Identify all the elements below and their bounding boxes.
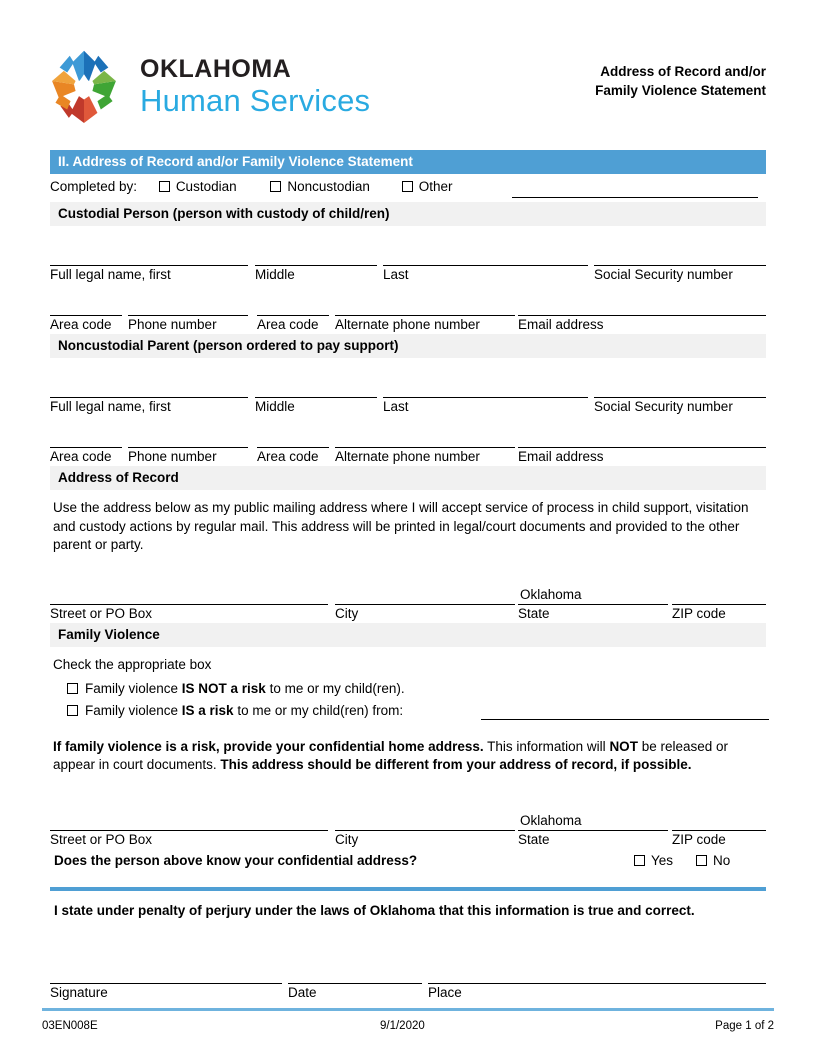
field-custodial-email[interactable] [518, 298, 766, 334]
completed-by-option-custodian[interactable] [159, 179, 241, 194]
section-header-custodial-person: Custodial Person (person with custody of child/ren) [50, 202, 766, 226]
noncustodial-alternate-phone-value[interactable] [335, 430, 515, 447]
document-title-line-2: Family Violence Statement [595, 83, 766, 99]
document-title-line-1: Address of Record and/or [600, 64, 766, 79]
record-state-value[interactable]: Oklahoma [520, 586, 582, 602]
field-custodial-last-name[interactable] [383, 248, 588, 284]
noncustodial-area-code-2-value[interactable] [257, 430, 329, 447]
confidential-city-value[interactable] [335, 813, 515, 830]
noncustodial-area-code-2-caption: Area code [257, 449, 319, 464]
field-custodial-area-code-2[interactable] [257, 298, 329, 334]
confidential-state-caption: State [518, 831, 550, 847]
confidential-notice-bold-3: This address should be different from your address of record, if possible. [220, 757, 692, 773]
checkbox-custodian-icon[interactable] [159, 181, 170, 192]
logo-wordmark [140, 54, 371, 118]
signature-caption: Signature [50, 985, 108, 1001]
noncustodial-ssn-value[interactable] [594, 380, 766, 397]
completed-by-option-other-label: Other [418, 179, 453, 194]
custodial-contact-fields [50, 284, 766, 334]
custodial-middle-name-caption: Middle [255, 267, 295, 282]
noncustodial-phone-number-caption: Phone number [128, 449, 217, 464]
checkbox-answer-no-icon[interactable] [696, 855, 707, 866]
field-confidential-city[interactable] [335, 813, 515, 849]
form-body [50, 150, 766, 1004]
record-city-caption: City [335, 605, 359, 621]
custodial-area-code-1-caption: Area code [50, 317, 112, 332]
date-caption: Date [288, 985, 317, 1001]
custodial-email-caption: Email address [518, 317, 604, 332]
field-custodial-alternate-phone[interactable] [335, 298, 515, 334]
record-zip-value[interactable] [672, 587, 766, 604]
footer-form-number: 03EN008E [42, 1020, 98, 1032]
option-violence-is-a-risk-pre: Family violence [85, 702, 182, 718]
logo-line-oklahoma: OKLAHOMA [140, 54, 292, 83]
violence-risk-from-input[interactable] [481, 719, 769, 720]
date-value[interactable] [288, 966, 422, 983]
answer-no[interactable] [696, 853, 730, 868]
field-custodial-area-code-1[interactable] [50, 298, 122, 334]
confidential-notice-text-2: be released or appear in court documents. [53, 738, 728, 773]
masthead [0, 0, 816, 140]
field-custodial-phone-number[interactable] [128, 298, 248, 334]
custodial-alternate-phone-caption: Alternate phone number [335, 317, 480, 332]
confidential-zip-value[interactable] [672, 813, 766, 830]
field-record-street[interactable] [50, 587, 328, 623]
field-noncustodial-first-name[interactable] [50, 380, 248, 416]
field-record-zip[interactable] [672, 587, 766, 623]
footer-row [42, 1020, 774, 1036]
field-noncustodial-middle-name[interactable] [255, 380, 377, 416]
completed-by-other-input[interactable] [512, 197, 758, 198]
record-street-caption: Street or PO Box [50, 605, 153, 621]
checkbox-other-icon[interactable] [402, 181, 413, 192]
field-confidential-zip[interactable] [672, 813, 766, 849]
field-record-state[interactable] [518, 587, 668, 623]
option-violence-not-a-risk[interactable] [53, 681, 766, 703]
family-violence-options [50, 675, 766, 727]
answer-yes-label: Yes [651, 852, 674, 868]
noncustodial-first-name-value[interactable] [50, 380, 248, 397]
perjury-statement: I state under penalty of perjury under the laws of Oklahoma that this information is true and correct. [54, 902, 695, 918]
confidential-street-value[interactable] [50, 813, 328, 830]
field-noncustodial-email[interactable] [518, 430, 766, 466]
completed-by-option-other[interactable] [402, 179, 453, 194]
oklahoma-human-services-pinwheel-icon [42, 44, 126, 128]
field-custodial-first-name[interactable] [50, 248, 248, 284]
section-header-address-of-record: Address of Record [50, 466, 766, 490]
option-violence-is-a-risk-post: to me or my child(ren) from: [233, 702, 404, 718]
footer-revision-date: 9/1/2020 [380, 1020, 425, 1032]
checkbox-answer-yes-icon[interactable] [634, 855, 645, 866]
custodial-middle-name-value[interactable] [255, 248, 377, 265]
answer-yes[interactable] [634, 853, 673, 868]
confidential-notice-bold-2: NOT [609, 738, 638, 754]
record-zip-caption: ZIP code [672, 605, 726, 621]
custodial-area-code-2-value[interactable] [257, 298, 329, 315]
option-violence-is-a-risk[interactable] [53, 703, 766, 727]
field-place[interactable] [428, 966, 766, 1002]
field-record-city[interactable] [335, 587, 515, 623]
place-value[interactable] [428, 966, 766, 983]
answer-no-label: No [713, 852, 731, 868]
noncustodial-name-fields [50, 358, 766, 416]
custodial-area-code-1-value[interactable] [50, 298, 122, 315]
noncustodial-email-caption: Email address [518, 449, 604, 464]
custodial-email-value[interactable] [518, 298, 766, 315]
checkbox-violence-not-a-risk-icon[interactable] [67, 683, 78, 694]
custodial-name-fields [50, 226, 766, 284]
field-noncustodial-area-code-2[interactable] [257, 430, 329, 466]
confidential-address-notice [50, 727, 760, 775]
noncustodial-area-code-1-value[interactable] [50, 430, 122, 447]
noncustodial-ssn-caption: Social Security number [594, 399, 733, 414]
field-noncustodial-phone-number[interactable] [128, 430, 248, 466]
confidential-address-question-row [50, 849, 766, 873]
noncustodial-phone-number-value[interactable] [128, 430, 248, 447]
section-header-family-violence: Family Violence [50, 623, 766, 647]
field-confidential-state[interactable] [518, 813, 668, 849]
completed-by-option-custodian-label: Custodian [175, 179, 237, 194]
noncustodial-first-name-caption: Full legal name, first [50, 399, 171, 414]
place-caption: Place [428, 985, 462, 1001]
checkbox-violence-is-a-risk-icon[interactable] [67, 705, 78, 716]
noncustodial-alternate-phone-caption: Alternate phone number [335, 449, 480, 464]
field-noncustodial-area-code-1[interactable] [50, 430, 122, 466]
confidential-state-value[interactable]: Oklahoma [520, 812, 582, 828]
field-noncustodial-alternate-phone[interactable] [335, 430, 515, 466]
custodial-first-name-caption: Full legal name, first [50, 267, 171, 282]
noncustodial-middle-name-caption: Middle [255, 399, 295, 414]
field-confidential-street[interactable] [50, 813, 328, 849]
family-violence-instruction: Check the appropriate box [53, 656, 212, 672]
noncustodial-middle-name-value[interactable] [255, 380, 377, 397]
option-violence-not-a-risk-emphasis: IS NOT a risk [181, 680, 266, 696]
field-noncustodial-last-name[interactable] [383, 380, 588, 416]
footer-divider [42, 1008, 774, 1011]
signature-value[interactable] [50, 966, 282, 983]
custodial-ssn-value[interactable] [594, 248, 766, 265]
field-date[interactable] [288, 966, 422, 1002]
custodial-phone-number-value[interactable] [128, 298, 248, 315]
confidential-address-fields [50, 795, 766, 849]
noncustodial-email-value[interactable] [518, 430, 766, 447]
logo-line-human-services: Human Services [140, 82, 371, 118]
confidential-address-question: Does the person above know your confidential address? [54, 852, 418, 868]
field-noncustodial-ssn[interactable] [594, 380, 766, 416]
record-city-value[interactable] [335, 587, 515, 604]
completed-by-option-noncustodian-label: Noncustodian [287, 179, 370, 194]
confidential-notice-text-1: This information will [483, 738, 610, 754]
custodial-area-code-2-caption: Area code [257, 317, 319, 332]
completed-by-row [50, 174, 766, 202]
confidential-zip-caption: ZIP code [672, 831, 726, 847]
agency-logo [42, 44, 370, 128]
section-header-noncustodial-parent: Noncustodial Parent (person ordered to pay support) [50, 334, 766, 358]
completed-by-label: Completed by: [50, 179, 138, 194]
option-violence-not-a-risk-post: to me or my child(ren). [265, 680, 405, 696]
completed-by-option-noncustodian[interactable] [270, 179, 373, 194]
custodial-first-name-value[interactable] [50, 248, 248, 265]
confidential-city-caption: City [335, 831, 359, 847]
field-custodial-ssn[interactable] [594, 248, 766, 284]
custodial-ssn-caption: Social Security number [594, 267, 733, 282]
address-of-record-fields [50, 569, 766, 623]
document-title [595, 62, 766, 100]
noncustodial-last-name-value[interactable] [383, 380, 588, 397]
checkbox-noncustodian-icon[interactable] [270, 181, 281, 192]
page-footer [42, 1008, 774, 1036]
custodial-last-name-caption: Last [383, 267, 409, 282]
custodial-phone-number-caption: Phone number [128, 317, 217, 332]
custodial-alternate-phone-value[interactable] [335, 298, 515, 315]
confidential-street-caption: Street or PO Box [50, 831, 153, 847]
record-street-value[interactable] [50, 587, 328, 604]
noncustodial-last-name-caption: Last [383, 399, 409, 414]
option-violence-is-a-risk-emphasis: IS a risk [181, 702, 234, 718]
footer-page-label: Page 1 of 2 [715, 1020, 774, 1032]
section-banner-address-of-record: II. Address of Record and/or Family Violence Statement [50, 150, 766, 174]
record-state-caption: State [518, 605, 550, 621]
option-violence-not-a-risk-pre: Family violence [85, 680, 182, 696]
noncustodial-contact-fields [50, 416, 766, 466]
address-of-record-paragraph: Use the address below as my public mailing address where I will accept service of process in child support, visitation and custody actions by regular mail. This address will be printed in legal/court documents and provided to the other parent or party. [53, 500, 749, 553]
confidential-notice-bold-1: If family violence is a risk, provide your confidential home address. [53, 738, 484, 754]
custodial-last-name-value[interactable] [383, 248, 588, 265]
field-signature[interactable] [50, 966, 282, 1002]
field-custodial-middle-name[interactable] [255, 248, 377, 284]
certification-fields [50, 956, 766, 1004]
noncustodial-area-code-1-caption: Area code [50, 449, 112, 464]
